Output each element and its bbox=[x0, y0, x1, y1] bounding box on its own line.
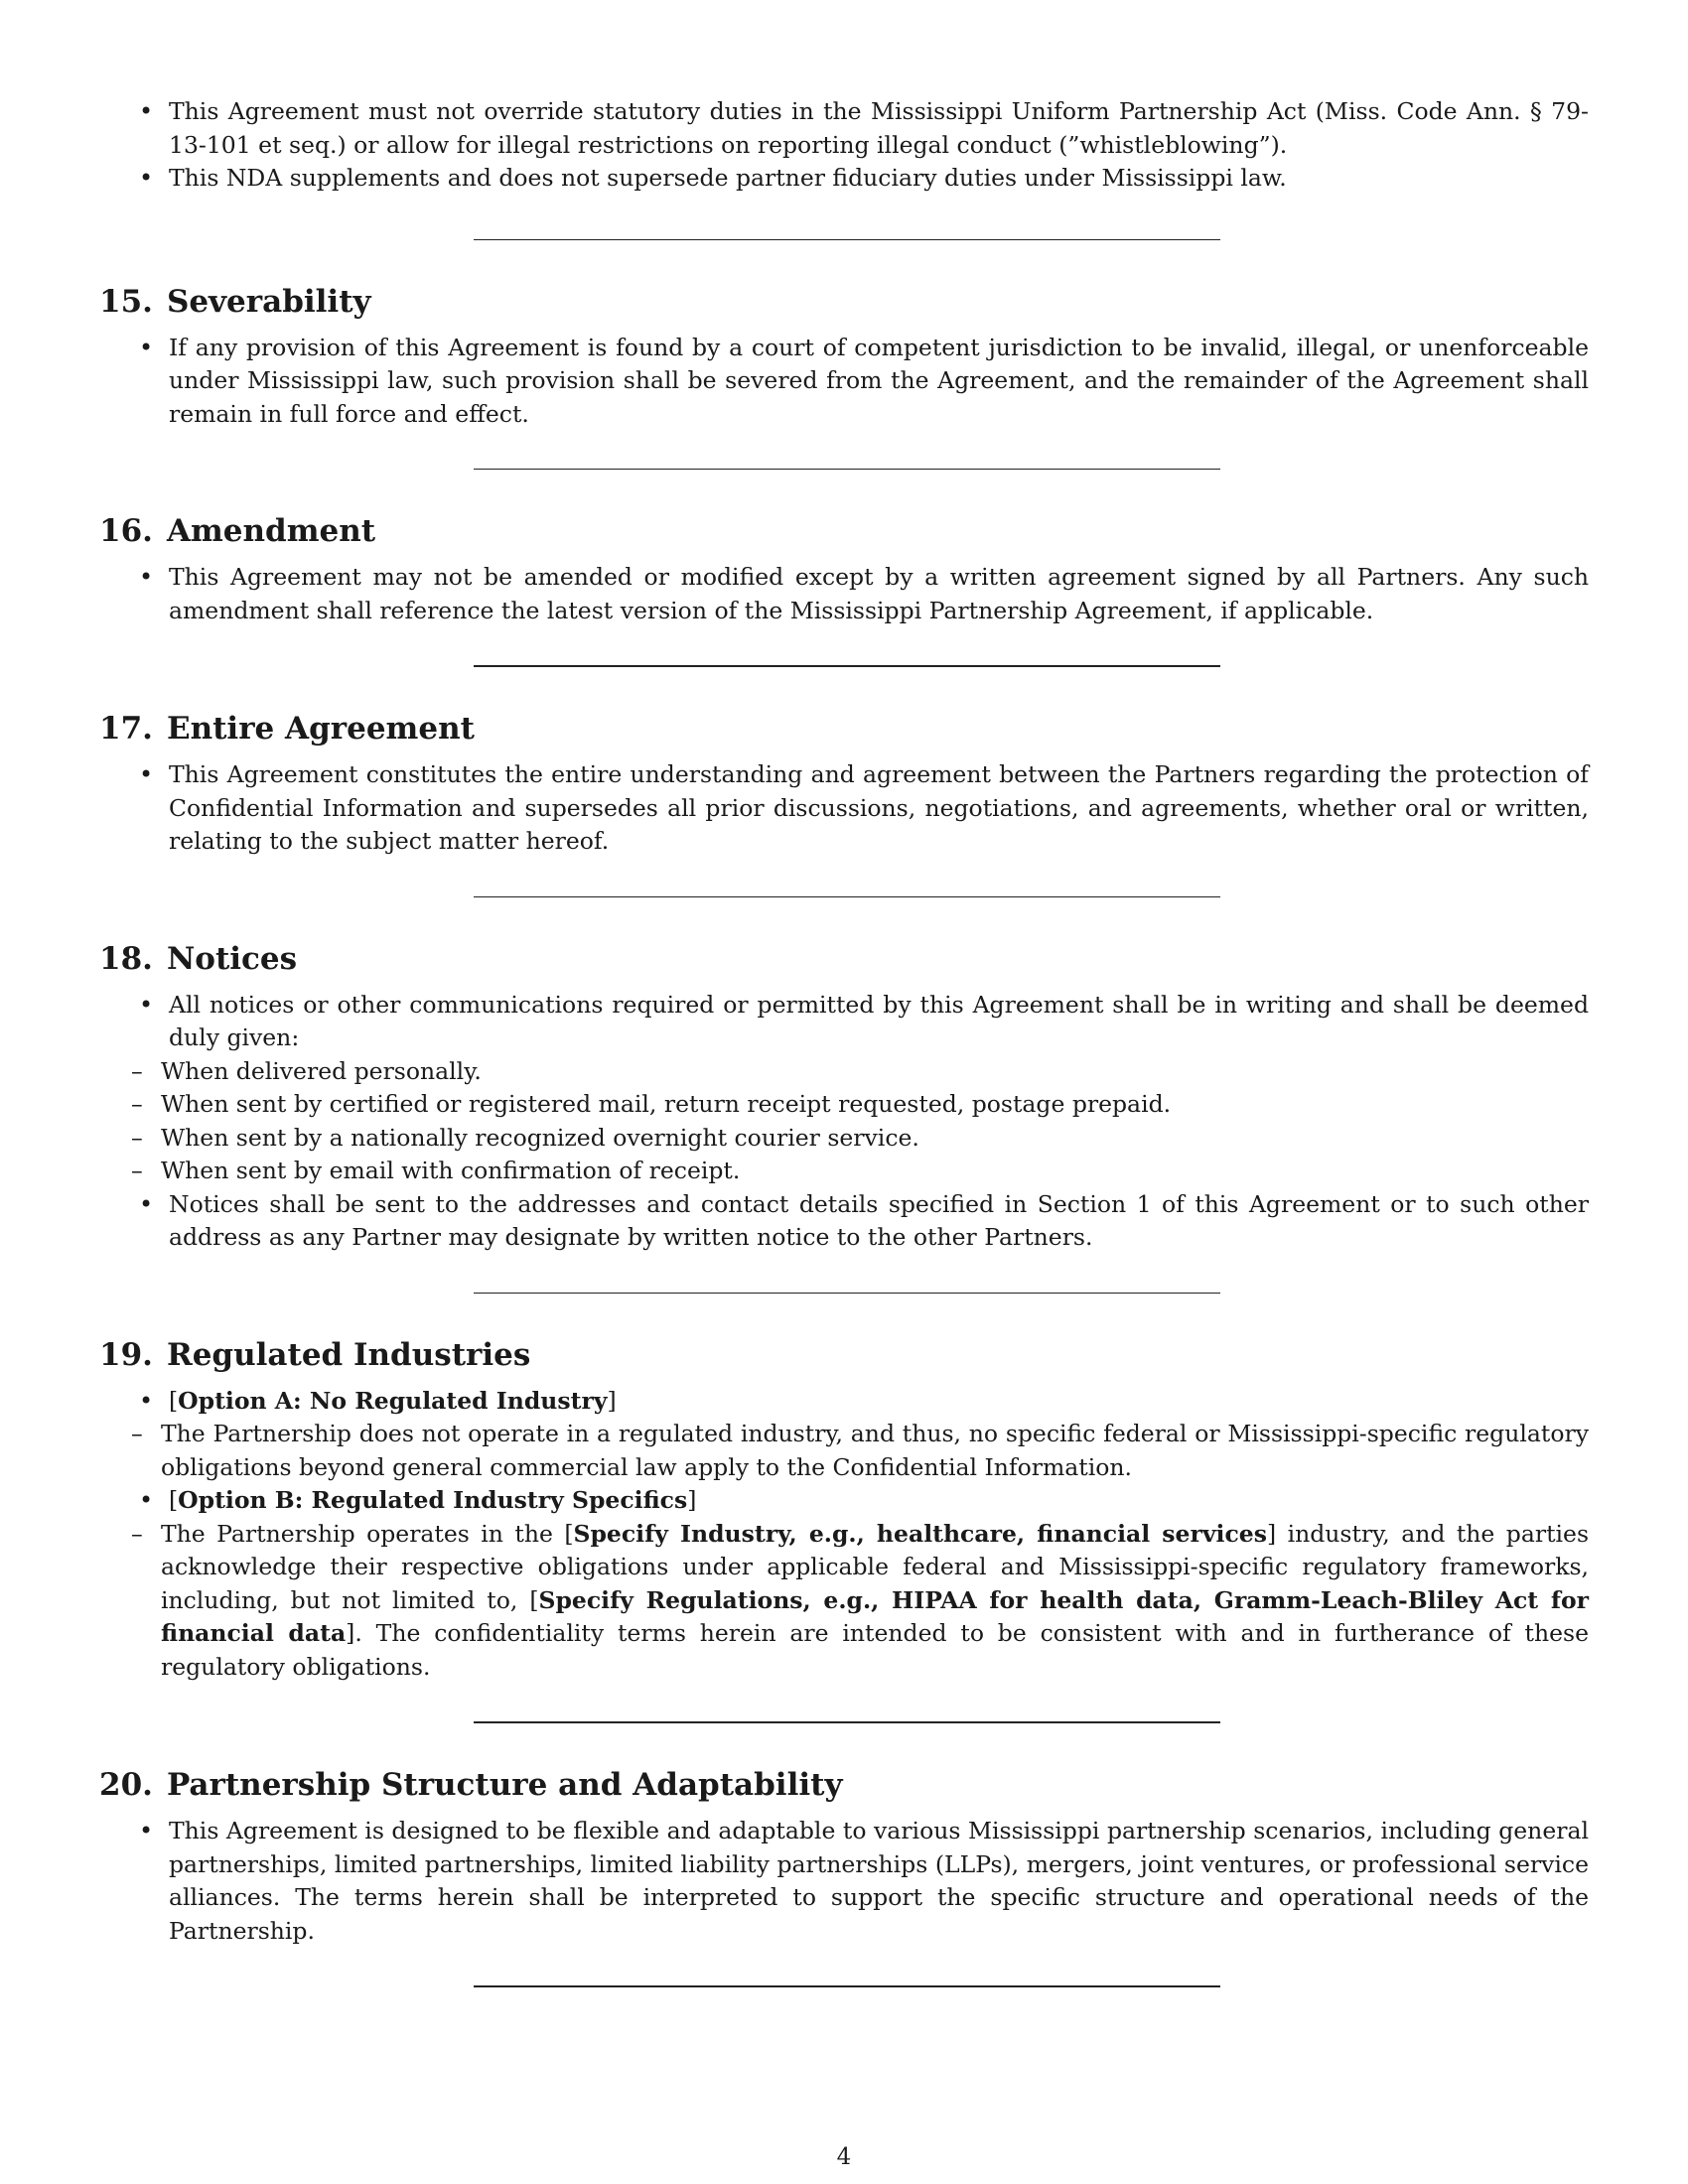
delivery-methods-list bbox=[99, 1055, 1589, 1188]
option-b-item: • [Option B: Regulated Industry Specifics] – The Partnership operates in the [Specify Industry, e.g., healthcare, financial services] industry, and the parties acknowledge their respective obligations under applicable federal and Mississippi-specific regulatory frameworks, including, but not limited to, [Specify Regulations, e.g., HIPAA for health data, Gramm-Leach-Bliley Act for financial data]. The confidentiality terms herein are intended to be consistent with and in furtherance of these regulatory obligations. bbox=[99, 1484, 1589, 1684]
entire-agreement-list bbox=[99, 758, 1589, 859]
section-heading-regulated-industries: 19. Regulated Industries bbox=[99, 1336, 531, 1373]
section-heading-partnership-structure: 20. Partnership Structure and Adaptability bbox=[99, 1767, 843, 1803]
section-heading-amendment: 16. Amendment bbox=[99, 513, 376, 549]
list-item: • This Agreement must not override statutory duties in the Mississippi Uniform Partnership Act (Miss. Code Ann. § 79-13-101 et seq.) or allow for illegal restrictions on reporting illegal conduct (”whistleblowing”). bbox=[99, 95, 1589, 162]
partnership-structure-list bbox=[99, 1815, 1589, 1948]
list-item bbox=[99, 989, 1589, 1188]
option-b-sublist bbox=[99, 1518, 1589, 1685]
list-item: • This Agreement constitutes the entire understanding and agreement between the Partners regarding the protection of Confidential Information and supersedes all prior discussions, negotiations, and agreements, whether oral or written, relating to the subject matter hereof. bbox=[99, 758, 1589, 859]
notices-intro: All notices or other communications required or permitted by this Agreement shall be in writing and shall be deemed duly given: bbox=[169, 990, 1589, 1051]
regulated-industries-list bbox=[99, 1385, 1589, 1685]
list-item: – When sent by certified or registered mail, return receipt requested, postage prepaid. bbox=[99, 1088, 1589, 1122]
option-a-label: Option A: No Regulated Industry bbox=[178, 1386, 608, 1415]
continuation-list bbox=[99, 95, 1589, 196]
list-item: – The Partnership operates in the [Specify Industry, e.g., healthcare, financial services] industry, and the parties acknowledge their respective obligations under applicable federal and Mississippi-specific regulatory frameworks, including, but not limited to, [Specify Regulations, e.g., HIPAA for health data, Gramm-Leach-Bliley Act for financial data]. The confidentiality terms herein are intended to be consistent with and in furtherance of these regulatory obligations. bbox=[99, 1518, 1589, 1685]
list-item: • This NDA supplements and does not supersede partner fiduciary duties under Mississippi law. bbox=[99, 162, 1589, 196]
list-item: • If any provision of this Agreement is found by a court of competent jurisdiction to be invalid, illegal, or unenforceable under Mississippi law, such provision shall be severed from the Agreement, and the remainder of the Agreement shall remain in full force and effect. bbox=[99, 332, 1589, 432]
amendment-list bbox=[99, 561, 1589, 627]
option-b-label: Option B: Regulated Industry Specifics bbox=[178, 1486, 688, 1514]
list-item: – When sent by a nationally recognized overnight courier service. bbox=[99, 1122, 1589, 1156]
section-heading-notices: 18. Notices bbox=[99, 940, 298, 977]
section-heading-entire-agreement: 17. Entire Agreement bbox=[99, 711, 475, 747]
industry-placeholder: Specify Industry, e.g., healthcare, financial services bbox=[573, 1519, 1267, 1548]
option-a-sublist bbox=[99, 1418, 1589, 1484]
list-item: • Notices shall be sent to the addresses and contact details specified in Section 1 of this Agreement or to such other address as any Partner may designate by written notice to the other Partners. bbox=[99, 1188, 1589, 1255]
list-item: – When delivered personally. bbox=[99, 1055, 1589, 1089]
regulations-placeholder: Specify Regulations, e.g., HIPAA for health data, Gramm-Leach-Bliley Act for financial data bbox=[161, 1585, 1590, 1647]
section-divider bbox=[474, 1985, 1220, 1987]
list-item: – The Partnership does not operate in a regulated industry, and thus, no specific federal or Mississippi-specific regulatory obligations beyond general commercial law apply to the Confidential Information. bbox=[99, 1418, 1589, 1484]
page-number: 4 bbox=[836, 2144, 852, 2170]
section-heading-severability: 15. Severability bbox=[99, 283, 371, 320]
list-item: • This Agreement may not be amended or modified except by a written agreement signed by all Partners. Any such amendment shall reference the latest version of the Mississippi Partnership Agreement, if applicable. bbox=[99, 561, 1589, 627]
severability-list bbox=[99, 332, 1589, 432]
option-a-item: • [Option A: No Regulated Industry] – The Partnership does not operate in a regulated industry, and thus, no specific federal or Mississippi-specific regulatory obligations beyond general commercial law apply to the Confidential Information. bbox=[99, 1385, 1589, 1485]
list-item: – When sent by email with confirmation of receipt. bbox=[99, 1155, 1589, 1188]
document-page bbox=[99, 95, 1589, 1987]
notices-list bbox=[99, 989, 1589, 1255]
list-item: • This Agreement is designed to be flexible and adaptable to various Mississippi partnership scenarios, including general partnerships, limited partnerships, limited liability partnerships (LLPs), mergers, joint ventures, or professional service alliances. The terms herein shall be interpreted to support the specific structure and operational needs of the Partnership. bbox=[99, 1815, 1589, 1948]
